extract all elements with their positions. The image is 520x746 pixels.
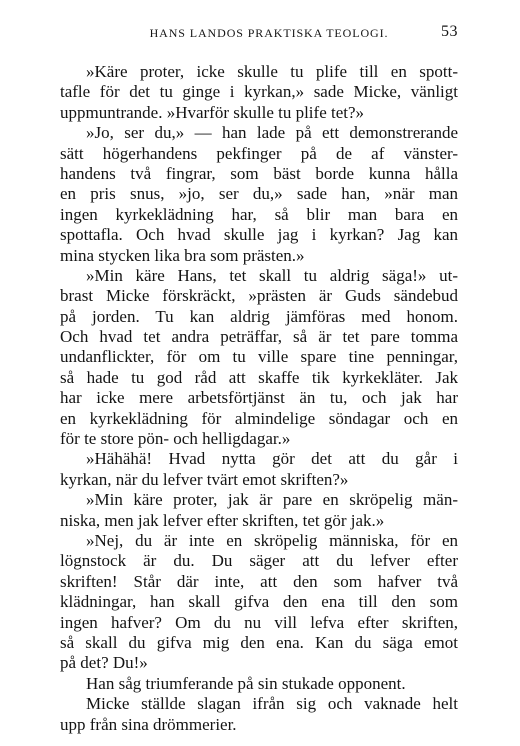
text-line: så hade tu god råd att skaffe tik kyrkekläter. Jak [60,367,458,387]
text-line: ingen hafver? Om du nu vill lefva efter skriften, [60,612,458,632]
text-line: Micke ställde slagan ifrån sig och vaknade helt [86,694,458,714]
text-line: en pris snus, »jo, ser du,» sade han, »när man [60,184,458,204]
text-line: »Käre proter, icke skulle tu plife till en spott- [86,62,458,81]
text-line: brast Micke förskräckt, »prästen är Guds sändebud [60,286,458,306]
text-line: »Nej, du är inte en skröpelig människa, för en [86,530,458,550]
page-number: 53 [441,23,458,40]
text-line: spottafla. Och hvad skulle jag i kyrkan? Jag kan [60,225,458,245]
text-line: en kyrkeklädning för almindelige söndagar och en [60,408,458,428]
text-line: »Min käre Hans, tet skall tu aldrig säga!» ut- [86,265,458,285]
text-line: har icke mere arbetsförtjänst än tu, och jak har [60,388,458,408]
text-line: ingen kyrkeklädning har, så blir man bara en [60,204,458,224]
text-line: sätt högerhandens pekfinger på de af vänster- [60,143,458,163]
text-line: tafle för det tu ginge i kyrkan,» sade Micke, vänligt [60,82,458,102]
text-line: mina stycken lika bra som prästen.» [60,245,305,265]
text-line: upp från sina drömmerier. [60,714,237,734]
text-line: »Min käre proter, jak är pare en skröpelig män- [86,490,458,510]
text-line: uppmuntrande. »Hvarför skulle tu plife tet?» [60,102,365,122]
text-line: Han såg triumferande på sin stukade opponent. [86,673,406,693]
text-line: lögnstock är du. Du säger att du lefver efter [60,551,458,571]
text-line: »Hähähä! Hvad nytta gör det att du går i [86,449,458,469]
text-line: kyrkan, när du lefver tvärt emot skriften?» [60,469,349,489]
text-line: »Jo, ser du,» — han lade på ett demonstrerande [86,123,458,143]
text-line: för te store pön- och helligdagar.» [60,429,291,449]
text-line: undanflickter, för om tu ville spare tine penningar, [60,347,458,367]
text-line: på jorden. Tu kan aldrig jämföras med honom. [60,306,458,326]
running-title: HANS LANDOS PRAKTISKA TEOLOGI. [149,26,389,40]
text-line: Och hvad tet andra peträffar, så är tet pare tomma [60,327,458,347]
text-line: niska, men jak lefver efter skriften, tet gör jak.» [60,510,385,530]
text-line: skriften! Står där inte, att den som hafver två [60,571,458,591]
text-line: på det? Du!» [60,653,148,673]
body-text [60,62,458,735]
text-line: handens två fingrar, som bäst borde kunna hålla [60,163,458,183]
text-line: klädningar, han skall gifva den ena till den som [60,592,458,612]
text-line: så skall du gifva mig den ena. Kan du säga emot [60,632,458,652]
